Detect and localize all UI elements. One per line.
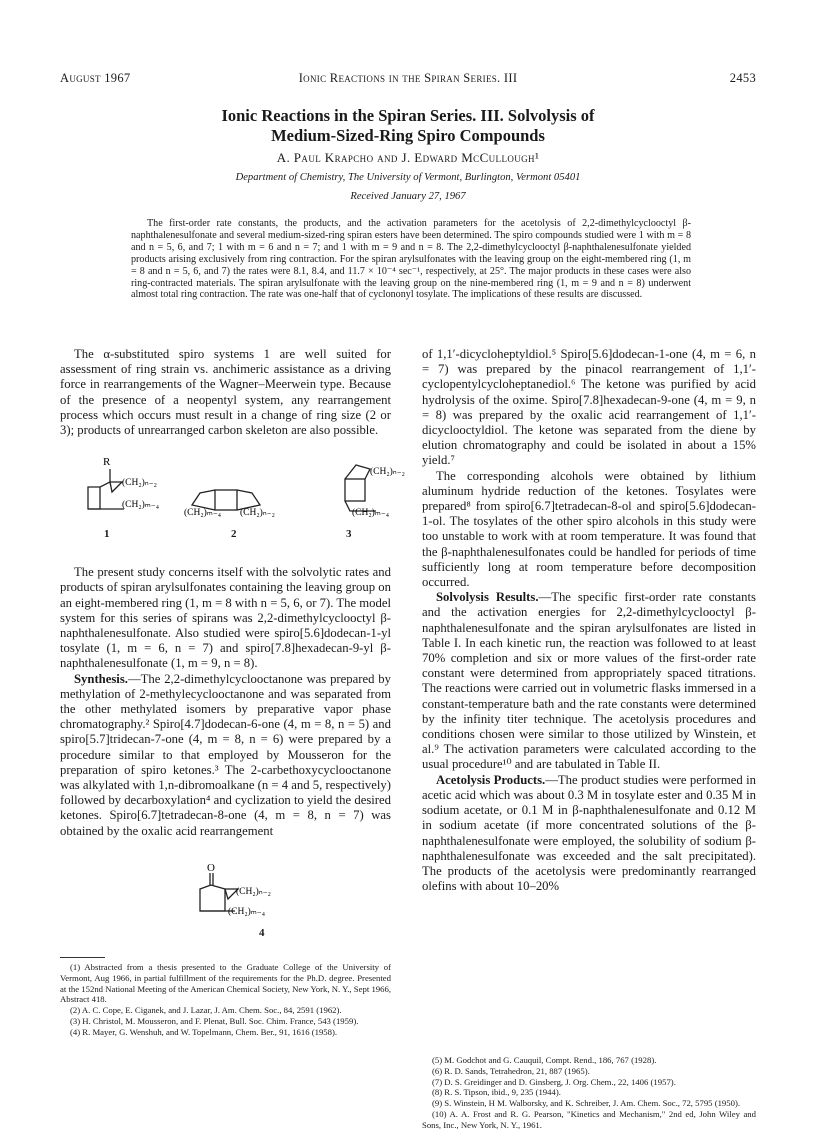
left-column — [60, 347, 391, 839]
paragraph-solvolysis — [422, 590, 756, 772]
label-ch2-n2-s3: (CH₂)ₙ₋₂ — [370, 467, 405, 477]
structure-2-number: 2 — [231, 528, 237, 540]
structures-1-2-3 — [60, 456, 405, 552]
paragraph-present-study: The present study concerns itself with the solvolytic rates and products of spiran arylsulfonates containing the leaving group on an eight-membered ring (1, m = 8 with n = 5, 6, or 7). The model system for this series of spirans was 2,2-dimethylcyclooctyl β-naphthalenesulfonate. Also studied were spiro[5.6]dodecan-1-yl tosylate (1, m = 6, n = 7) and spiro[7.8]hexadecan-9-yl β-naphthalenesulfonate (1, m = 9, n = 8). — [60, 565, 391, 671]
affiliation: Department of Chemistry, The University of Vermont, Burlington, Vermont 05401 — [235, 172, 581, 183]
footnote-rule — [60, 957, 105, 958]
paragraph-synthesis — [60, 672, 391, 839]
running-header — [60, 71, 756, 87]
header-date: August 1967 — [60, 71, 131, 85]
acetolysis-text: —The product studies were performed in acetic acid which was about 0.3 M in tosylate ester and 0.35 M in sodium acetate, or 0.1 M in β-naphthalenesulfonate and 0.12 M in sodium acetate (if more concentrated solutions of the β-naphthalenesulfonate were employed, the solubility of sodium β-naphthalenesulfonate was exceeded and the salt precipitated). The products of the acetolysis were predominantly rearranged olefins with about 10–20% — [422, 772, 756, 894]
label-ch2-n2-s4: (CH₂)ₙ₋₂ — [236, 887, 271, 897]
footnote-2: (2) A. C. Cope, E. Ciganek, and J. Lazar, J. Am. Chem. Soc., 84, 2591 (1962). — [70, 1005, 342, 1016]
header-title: Ionic Reactions in the Spiran Series. III — [298, 71, 518, 85]
structure-4 — [190, 863, 300, 948]
page-number: 2453 — [729, 71, 756, 85]
structure-1-ring — [88, 469, 110, 509]
structure-4-drawing — [190, 863, 300, 948]
title-line-2: Medium-Sized-Ring Spiro Compounds — [271, 126, 545, 145]
label-o: O — [207, 862, 215, 874]
footnote-5: (5) M. Godchot and G. Cauquil, Compt. Rend., 186, 767 (1928). — [432, 1055, 657, 1065]
footnotes-left — [60, 962, 391, 1038]
footnotes-right — [422, 1055, 756, 1131]
structure-2-cyclobutane — [215, 490, 237, 510]
label-ch2-m4-s4: (CH₂)ₘ₋₄ — [228, 907, 266, 917]
structure-drawings — [60, 456, 405, 552]
structure-3-number: 3 — [346, 528, 352, 540]
abstract-text: The first-order rate constants, the products, and the activation parameters for the acetolysis of 2,2-dimethylcyclooctyl β-naphthalenesulfonate and several medium-sized-ring spiran esters have been determined. The spiro compounds studied were 1 with m = 8 and n = 5, 6, and 7; 1 with m = 6 and n = 7; and 1 with m = 9 and n = 8. The 2,2-dimethylcyclooctyl β-naphthalenesulfonate yielded products arising exclusively from ring contraction. For the spiran arylsulfonates with the leaving group on the eight-membered ring (1, m = 8 and n = 5, 6, and 7) the rates were 8.1, 8.4, and 11.7 × 10⁻⁴ sec⁻¹, respectively, at 25°. The major products in these cases were also ring-contracted materials. The spiran arylsulfonate with the leaving group on the nine-membered ring (1, m = 9 and n = 8) underwent almost total ring contraction. The rate was one-half that of cyclononyl tosylate. The implications of these results are discussed. — [131, 218, 691, 301]
footnote-6: (6) R. D. Sands, Tetrahedron, 21, 887 (1965). — [432, 1065, 590, 1076]
paragraph-acetolysis — [422, 773, 756, 895]
structure-3-cyclobutane — [345, 479, 365, 501]
footnote-10: (10) A. A. Frost and R. G. Pearson, "Kinetics and Mechanism," 2nd ed, John Wiley and Sons, Inc., New York, N. Y., 1961. — [422, 1108, 756, 1130]
footnote-7: (7) D. S. Greidinger and D. Ginsberg, J. Org. Chem., 22, 1406 (1957). — [432, 1076, 676, 1087]
footnote-4: (4) R. Mayer, G. Wenshuh, and W. Topelmann, Chem. Ber., 91, 1616 (1958). — [70, 1026, 338, 1037]
label-r: R — [103, 456, 111, 468]
right-column — [422, 347, 756, 894]
article-title — [60, 106, 756, 146]
paragraph-alcohols: The corresponding alcohols were obtained by lithium aluminum hydride reduction of the ketones. Tosylates were prepared⁸ from spiro[6.7]tetradecan-8-ol and spiro[5.6]dodecan-1-ol. The tosylates of the other spiro alcohols in this study were too unstable to work with at room temperature. It was found that the β-naphthalenesulfonates could be handled for periods of time sufficiently long at room temperature before decomposition occurred. — [422, 468, 756, 590]
synthesis-heading: Synthesis. — [74, 671, 128, 686]
solvolysis-heading: Solvolysis Results. — [436, 590, 539, 605]
footnote-3: (3) H. Christol, M. Mousseron, and F. Plenat, Bull. Soc. Chim. France, 543 (1959). — [70, 1015, 359, 1026]
structure-1-number: 1 — [104, 528, 110, 540]
received-date: Received January 27, 1967 — [350, 191, 466, 202]
synthesis-text: —The 2,2-dimethylcyclooctanone was prepared by methylation of 2-methylecyclooctanone and was separated from the other methylated isomers by preparative vapor phase chromatography.² Spiro[4.7]dodecan-6-one (4, m = 8, n = 5) and spiro[5.7]tridecan-7-one (4, m = 8, n = 6) were prepared by a procedure similar to that employed by Mousseron for the preparation of spiro ketones.³ The 2-carbethoxycyclooctanone was alkylated with 1,n-dibromoalkane (n = 4 and 5, respectively) followed by decarboxylation⁴ and cyclization to yield the desired ketones. Spiro[6.7]tetradecan-8-one (4, m = 8, n = 7) was obtained by the oxalic acid rearrangement — [60, 671, 391, 838]
paragraph-continued: of 1,1′-dicycloheptyldiol.⁵ Spiro[5.6]dodecan-1-one (4, m = 6, n = 7) was prepared by the pinacol rearrangement of 1,1′-cyclopentylcycloheptanediol.⁶ The ketone was purified by acid hydrolysis of the oxime. Spiro[7.8]hexadecan-9-one (4, m = 9, n = 8) was prepared by the oxalic acid rearrangement of 1,1′-dicyclooctyldiol. The ketone was separated from the diene by elution chromatography and could be isolated in about a 15% yield.⁷ — [422, 347, 756, 468]
label-ch2-m4-s1: (CH₂)ₘ₋₄ — [122, 500, 160, 510]
label-ch2-n2-s2: (CH₂)ₙ₋₂ — [240, 508, 275, 518]
footnote-1: (1) Abstracted from a thesis presented to the Graduate College of the University of Vermont, Aug 1966, in partial fulfillment of the requirements for the Ph.D. degree. Presented at the 152nd National Meeting of the American Chemical Society, New York, N. Y., Sept 1966, Abstract 418. — [60, 962, 391, 1005]
label-ch2-m4-s3: (CH₂)ₘ₋₄ — [352, 508, 390, 518]
abstract — [131, 218, 691, 301]
acetolysis-heading: Acetolysis Products. — [436, 772, 546, 787]
title-line-1: Ionic Reactions in the Spiran Series. III. Solvolysis of — [221, 106, 595, 125]
label-ch2-n2-s1: (CH₂)ₙ₋₂ — [122, 478, 157, 488]
label-ch2-m4-s2: (CH₂)ₘ₋₄ — [184, 508, 222, 518]
structure-1-cyclopropane — [110, 482, 122, 492]
authors: A. Paul Krapcho and J. Edward McCullough¹ — [276, 150, 540, 165]
paragraph-intro: The α-substituted spiro systems 1 are well suited for assessment of ring strain vs. anchimeric assistance as a driving force in rearrangements of the Wagner–Meerwein type. Because of the presence of a neopentyl system, any rearrangement process which occurs must result in a change of ring size (2 or 3); products of unrearranged carbon skeleton are also possible. — [60, 347, 391, 438]
footnote-8: (8) R. S. Tipson, ibid., 9, 235 (1944). — [432, 1087, 561, 1098]
footnote-9: (9) S. Winstein, H M. Walborsky, and K. Schreiber, J. Am. Chem. Soc., 72, 5795 (1950). — [432, 1098, 741, 1109]
solvolysis-text: —The specific first-order rate constants and the activation energies for 2,2-dimethylcyclooctyl β-naphthalenesulfonate and the spiran arylsulfonates are listed in Table I. In each kinetic run, the reaction was followed to at least 70% completion and six or more values of the first-order rate constant were determined from appropriately spaced titrations. The reactions were carried out in volumetric flasks immersed in a constant-temperature bath and the rate constants were determined by the infinity titer technique. The acetolysis procedures and conditions chosen were similar to those utilized by Winstein, et al.⁹ The activation parameters were calculated according to the usual procedure¹⁰ and are tabulated in Table II. — [422, 590, 756, 772]
structure-4-number: 4 — [259, 927, 265, 939]
